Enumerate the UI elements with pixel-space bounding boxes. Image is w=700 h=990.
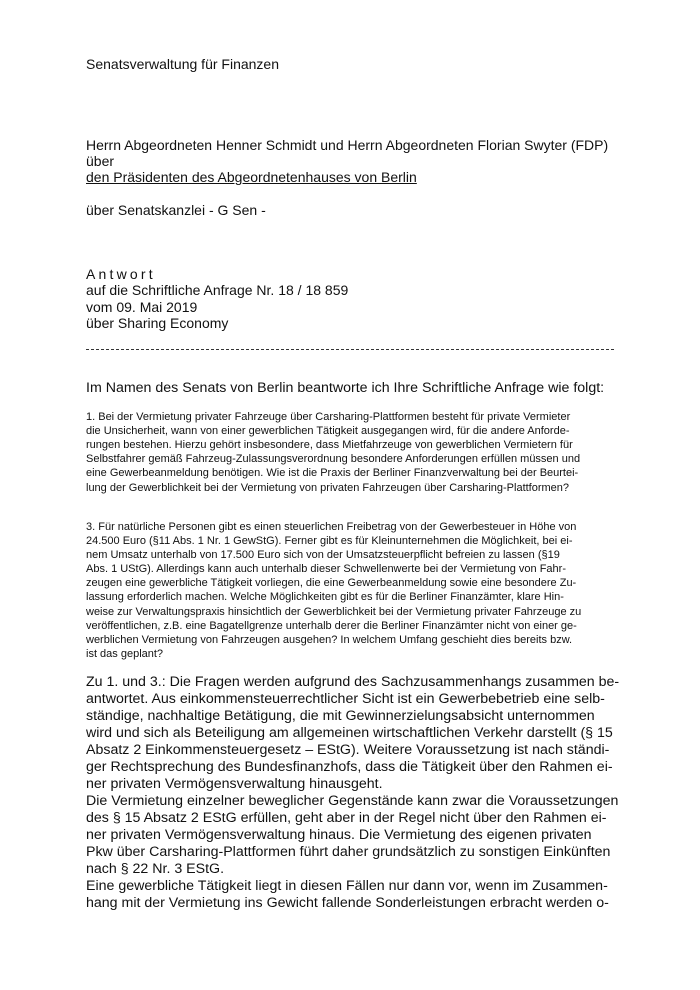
sender-line: Senatsverwaltung für Finanzen <box>86 56 279 72</box>
addressee-chancellery: über Senatskanzlei - G Sen - <box>86 202 266 218</box>
inquiry-number: auf die Schriftliche Anfrage Nr. 18 / 18 859 <box>86 282 349 298</box>
document-page: Senatsverwaltung für Finanzen Herrn Abgeordneten Henner Schmidt und Herrn Abgeordneten Florian Swyter (FDP) über den Präsidenten des Abgeordnetenhauses von Berlin über Senatskanzlei - G Sen - Antwort auf die Schriftliche Anfrage Nr. 18 / 18 859 vom 09. Mai 2019 über Sharing Economy Im Namen des Senats von Berlin beantworte ich Ihre Schriftliche Anfrage wie folgt: 1. Bei der Vermietung privater Fahrzeuge über Carsharing-Plattformen besteht für private Vermieter die Unsicherheit, wann von einer gewerblichen Tätigkeit ausgegangen wird, für die andere Anforde- rungen bestehen. Hierzu gehört insbesondere, dass Mietfahrzeuge von gewerblichen Vermietern für Selbstfahrer gemäß Fahrzeug-Zulassungsverordnung besondere Anforderungen erfüllen müssen und eine Gewerbeanmeldung benötigen. Wie ist die Praxis der Berliner Finanzverwaltung bei der Beurtei- lung der Gewerblichkeit bei der Vermietung von privaten Fahrzeugen über Carsharing-Plattformen? 3. Für natürliche Personen gibt es einen steuerlichen Freibetrag von der Gewerbesteuer in Höhe von 24.500 Euro (§11 Abs. 1 Nr. 1 GewStG). Ferner gibt es für Kleinunternehmen die Möglichkeit, bei ei- nem Umsatz unterhalb von 17.500 Euro sich von der Umsatzsteuerpflicht befreien zu lassen (§19 Abs. 1 UStG). Allerdings kann auch unterhalb dieser Schwellenwerte bei der Vermietung von Fahr- zeugen eine gewerbliche Tätigkeit vorliegen, die eine Gewerbeanmeldung sowie eine besondere Zu- lassung erforderlich machen. Welche Möglichkeiten gibt es für die Berliner Finanzämter, klare Hin- weise zur Verwaltungspraxis hinsichtlich der Gewerblichkeit bei der Vermietung privater Fahrzeuge zu veröffentlichen, z.B. eine Bagatellgrenze unterhalb derer die Berliner Finanzämter nicht von einer ge- werblichen Vermietung von Fahrzeugen ausgehen? In welchem Umfang geschieht dies bereits bzw. ist das geplant? Zu 1. und 3.: Die Fragen werden aufgrund des Sachzusammenhangs zusammen be- antwortet. Aus einkommensteuerrechtlicher Sicht ist ein Gewerbebetrieb eine selb- ständige, nachhaltige Betätigung, die mit Gewinnerzielungsabsicht unternommen wird und sich als Beteiligung am allgemeinen wirtschaftlichen Verkehr darstellt (§ 15 Absatz 2 Einkommensteuergesetz – EStG). Weitere Voraussetzung ist nach ständi- ger Rechtsprechung des Bundesfinanzhofs, dass die Tätigkeit über den Rahmen ei- ner privaten Vermögensverwaltung hinausgeht. Die Vermietung einzelner beweglicher Gegenstände kann zwar die Voraussetzungen des § 15 Absatz 2 EStG erfüllen, geht aber in der Regel nicht über den Rahmen ei- ner privaten Vermögensverwaltung hinaus. Die Vermietung des eigenen privaten Pkw über Carsharing-Plattformen führt daher grundsätzlich zu sonstigen Einkünften nach § 22 Nr. 3 EStG. Eine gewerbliche Tätigkeit liegt in diesen Fällen nur dann vor, wenn im Zusammen- hang mit der Vermietung ins Gewicht fallende Sonderleistungen erbracht werden o- <box>86 56 620 911</box>
intro-sentence: Im Namen des Senats von Berlin beantworte ich Ihre Schriftliche Anfrage wie folgt: <box>86 380 605 396</box>
separator-line <box>86 349 614 350</box>
answer-heading: Antwort <box>86 266 156 282</box>
addressee-line: Herrn Abgeordneten Henner Schmidt und Herrn Abgeordneten Florian Swyter (FDP) <box>86 137 609 153</box>
addressee-ueber: über <box>86 153 115 169</box>
inquiry-subject: über Sharing Economy <box>86 315 229 331</box>
addressee-president: den Präsidenten des Abgeordnetenhauses von Berlin <box>86 169 417 185</box>
inquiry-date: vom 09. Mai 2019 <box>86 299 198 315</box>
